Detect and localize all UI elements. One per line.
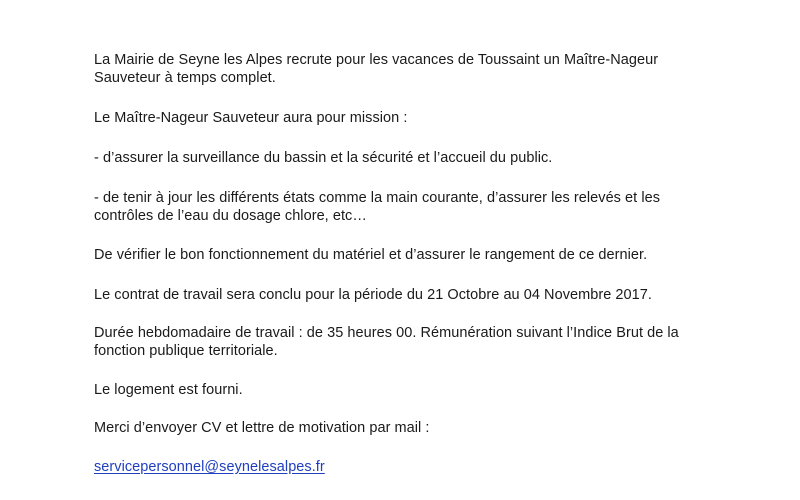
mission-item-surveillance: - d’assurer la surveillance du bassin et la sécurité et l’accueil du public. <box>94 150 553 166</box>
mission-item-registres-line-2: contrôles de l’eau du dosage chlore, etc… <box>94 208 367 224</box>
logement-paragraph: Le logement est fourni. <box>94 382 243 398</box>
materiel-paragraph: De vérifier le bon fonctionnement du matériel et d’assurer le rangement de ce dernier. <box>94 247 648 263</box>
contact-email-link[interactable]: servicepersonnel@seynelesalpes.fr <box>94 459 325 475</box>
intro-line-2: Sauveteur à temps complet. <box>94 70 276 86</box>
duree-line-2: fonction publique territoriale. <box>94 343 278 359</box>
candidature-paragraph: Merci d’envoyer CV et lettre de motivation par mail : <box>94 420 430 436</box>
duree-line-1: Durée hebdomadaire de travail : de 35 heures 00. Rémunération suivant l’Indice Brut de la <box>94 325 679 341</box>
cut-off-text-line <box>170 492 650 500</box>
mission-heading: Le Maître-Nageur Sauveteur aura pour mission : <box>94 110 408 126</box>
contrat-paragraph: Le contrat de travail sera conclu pour la période du 21 Octobre au 04 Novembre 2017. <box>94 287 652 303</box>
intro-line-1: La Mairie de Seyne les Alpes recrute pour les vacances de Toussaint un Maître-Nageur <box>94 52 659 68</box>
mission-item-registres-line-1: - de tenir à jour les différents états comme la main courante, d’assurer les relevés et les <box>94 190 661 206</box>
